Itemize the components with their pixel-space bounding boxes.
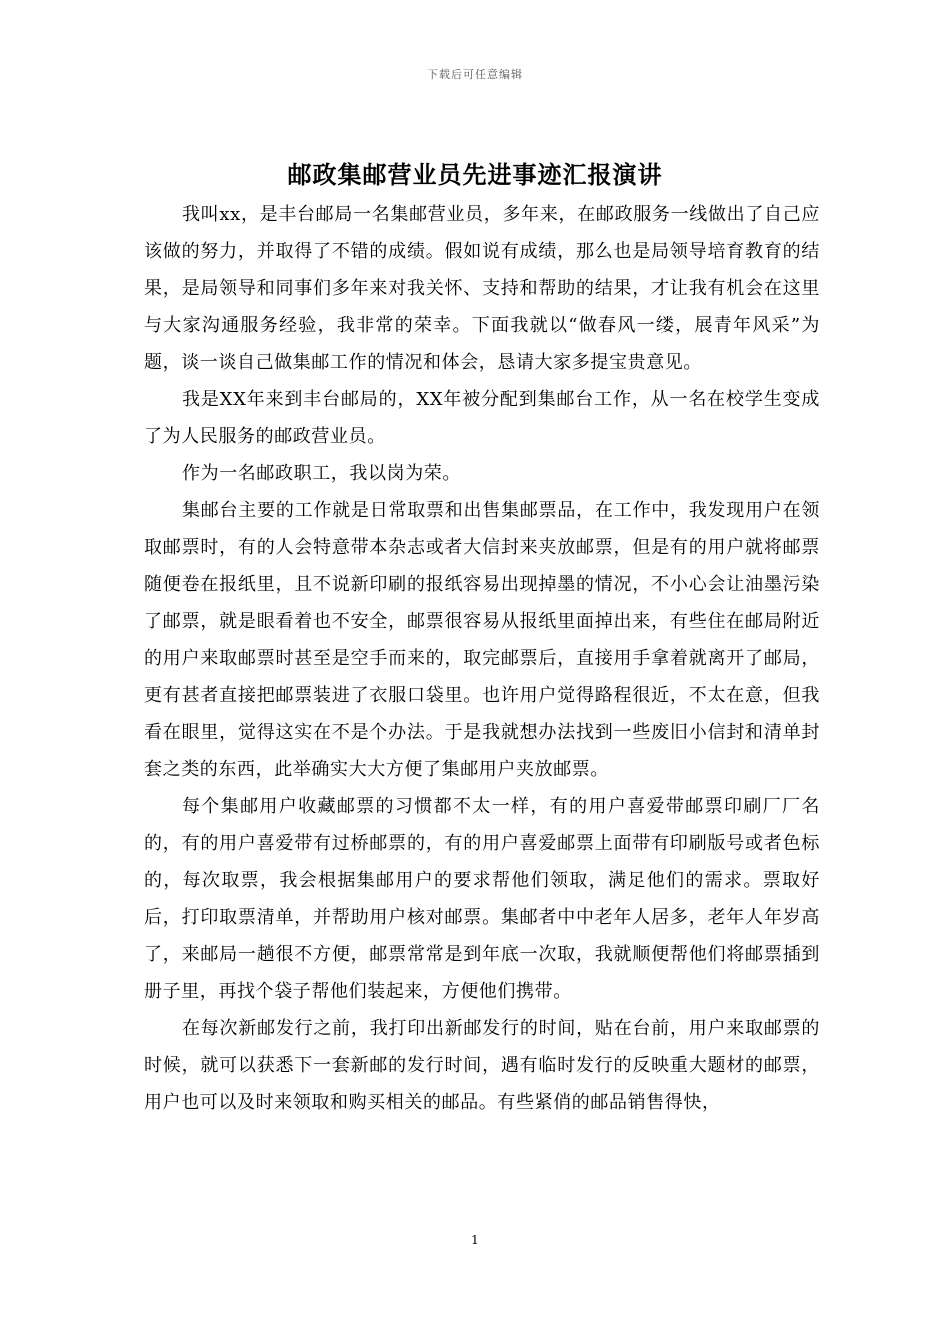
document-title: 邮政集邮营业员先进事迹汇报演讲 <box>287 160 663 189</box>
paragraph-3: 作为一名邮政职工，我以岗为荣。 <box>182 463 461 484</box>
paragraph-6: 在每次新邮发行之前，我打印出新邮发行的时间，贴在台前，用户来取邮票的时候，就可以获悉下一套新邮的发行时间，遇有临时发行的反映重大题材的邮票，用户也可以及时来领取和购买相关的邮品。有些紧俏的邮品销售得快， <box>144 1018 820 1113</box>
paragraph-2: 我是XX年来到丰台邮局的，XX年被分配到集邮台工作，从一名在校学生变成了为人民服务的邮政营业员。 <box>144 389 820 447</box>
paragraph-1: 我叫xx，是丰台邮局一名集邮营业员，多年来，在邮政服务一线做出了自己应该做的努力，并取得了不错的成绩。假如说有成绩，那么也是局领导培育教育的结果，是局领导和同事们多年来对我关怀、支持和帮助的结果，才让我有机会在这里与大家沟通服务经验，我非常的荣幸。下面我就以“做春风一缕，展青年风采”为题，谈一谈自己做集邮工作的情况和体会，恳请大家多提宝贵意见。 <box>144 204 820 373</box>
document-body <box>144 196 820 1121</box>
page-number: 1 <box>471 1233 479 1247</box>
header-note: 下载后可任意编辑 <box>427 68 523 81</box>
paragraph-5: 每个集邮用户收藏邮票的习惯都不太一样，有的用户喜爱带邮票印刷厂厂名的，有的用户喜爱带有过桥邮票的，有的用户喜爱邮票上面带有印刷版号或者色标的，每次取票，我会根据集邮用户的要求帮他们领取，满足他们的需求。票取好后，打印取票清单，并帮助用户核对邮票。集邮者中中老年人居多，老年人年岁高了，来邮局一趟很不方便，邮票常常是到年底一次取，我就顺便帮他们将邮票插到册子里，再找个袋子帮他们装起来，方便他们携带。 <box>144 796 820 1002</box>
paragraph-4: 集邮台主要的工作就是日常取票和出售集邮票品，在工作中，我发现用户在领取邮票时，有的人会特意带本杂志或者大信封来夹放邮票，但是有的用户就将邮票随便卷在报纸里，且不说新印刷的报纸容易出现掉墨的情况，不小心会让油墨污染了邮票，就是眼看着也不安全，邮票很容易从报纸里面掉出来，有些住在邮局附近的用户来取邮票时甚至是空手而来的，取完邮票后，直接用手拿着就离开了邮局，更有甚者直接把邮票装进了衣服口袋里。也许用户觉得路程很近，不太在意，但我看在眼里，觉得这实在不是个办法。于是我就想办法找到一些废旧小信封和清单封套之类的东西，此举确实大大方便了集邮用户夹放邮票。 <box>144 500 820 780</box>
